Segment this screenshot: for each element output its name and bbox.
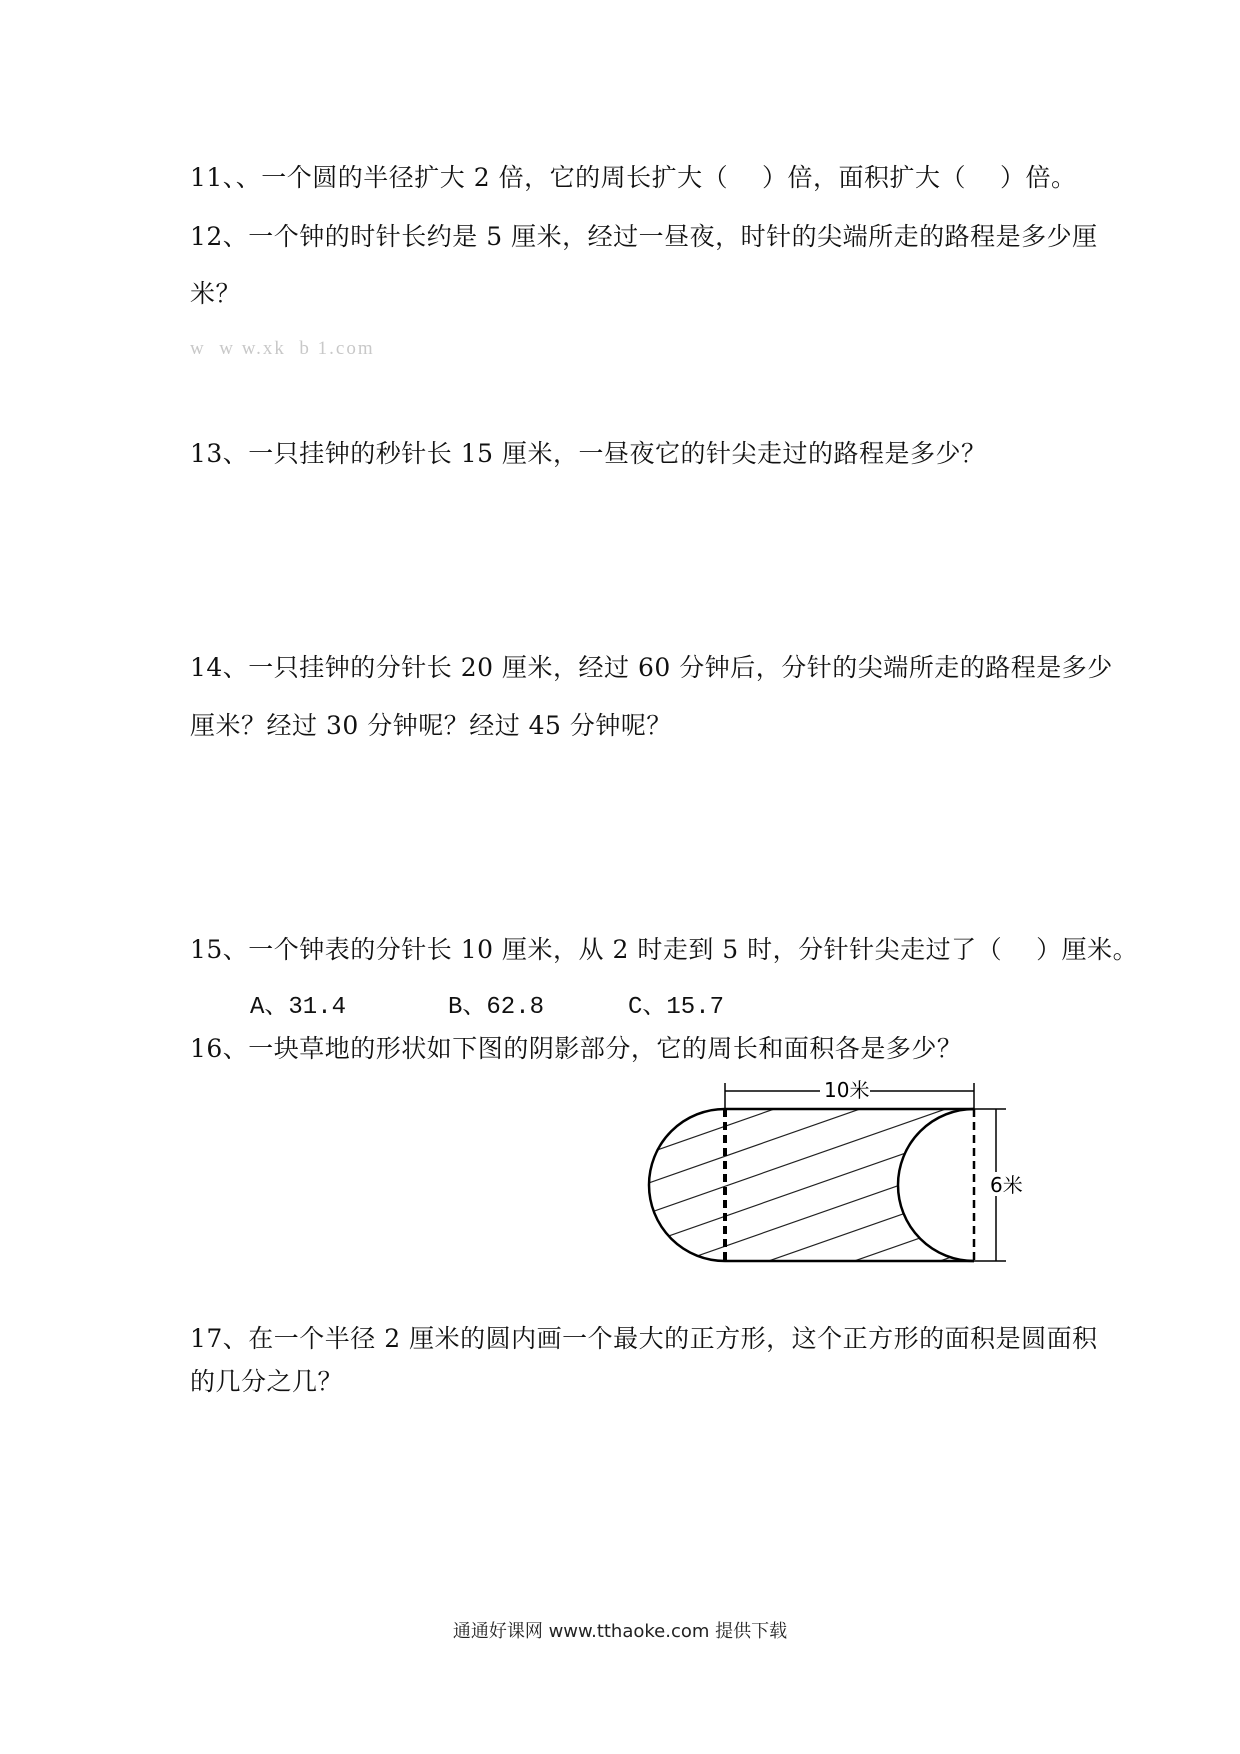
question-14-line-1: 14、一只挂钟的分针长 20 厘米，经过 60 分钟后，分针的尖端所走的路程是多少 — [190, 653, 1113, 682]
shaded-field-figure — [640, 1080, 1040, 1280]
footer-credit: 通通好课网 www.tthaoke.com 提供下载 — [452, 1621, 788, 1642]
question-12-line-2: 米？ — [190, 279, 242, 308]
height-label: 6米 — [990, 1173, 1023, 1197]
left-semicircle — [649, 1109, 725, 1261]
question-17-line-2: 的几分之几？ — [190, 1367, 344, 1396]
question-11: 11、、一个圆的半径扩大 2 倍，它的周长扩大（ ）倍，面积扩大（ ）倍。 — [190, 163, 1077, 192]
option-b: B、62.8 — [448, 994, 545, 1021]
right-semicircle — [898, 1109, 974, 1261]
question-13: 13、一只挂钟的秒针长 15 厘米，一昼夜它的针尖走过的路程是多少？ — [190, 439, 987, 468]
question-17-line-1: 17、在一个半径 2 厘米的圆内画一个最大的正方形，这个正方形的面积是圆面积 — [190, 1324, 1098, 1353]
question-15: 15、一个钟表的分针长 10 厘米，从 2 时走到 5 时，分针针尖走过了（ ）厘米。 — [190, 935, 1139, 964]
option-c: C、15.7 — [628, 994, 725, 1021]
width-label: 10米 — [824, 1080, 870, 1102]
question-16: 16、一块草地的形状如下图的阴影部分，它的周长和面积各是多少？ — [190, 1034, 963, 1063]
watermark-text: w w w.xk b 1.com — [190, 338, 375, 359]
option-a: A、31.4 — [250, 994, 347, 1021]
question-12-line-1: 12、一个钟的时针长约是 5 厘米，经过一昼夜，时针的尖端所走的路程是多少厘 — [190, 222, 1098, 251]
question-14-line-2: 厘米？经过 30 分钟呢？经过 45 分钟呢？ — [190, 711, 672, 740]
